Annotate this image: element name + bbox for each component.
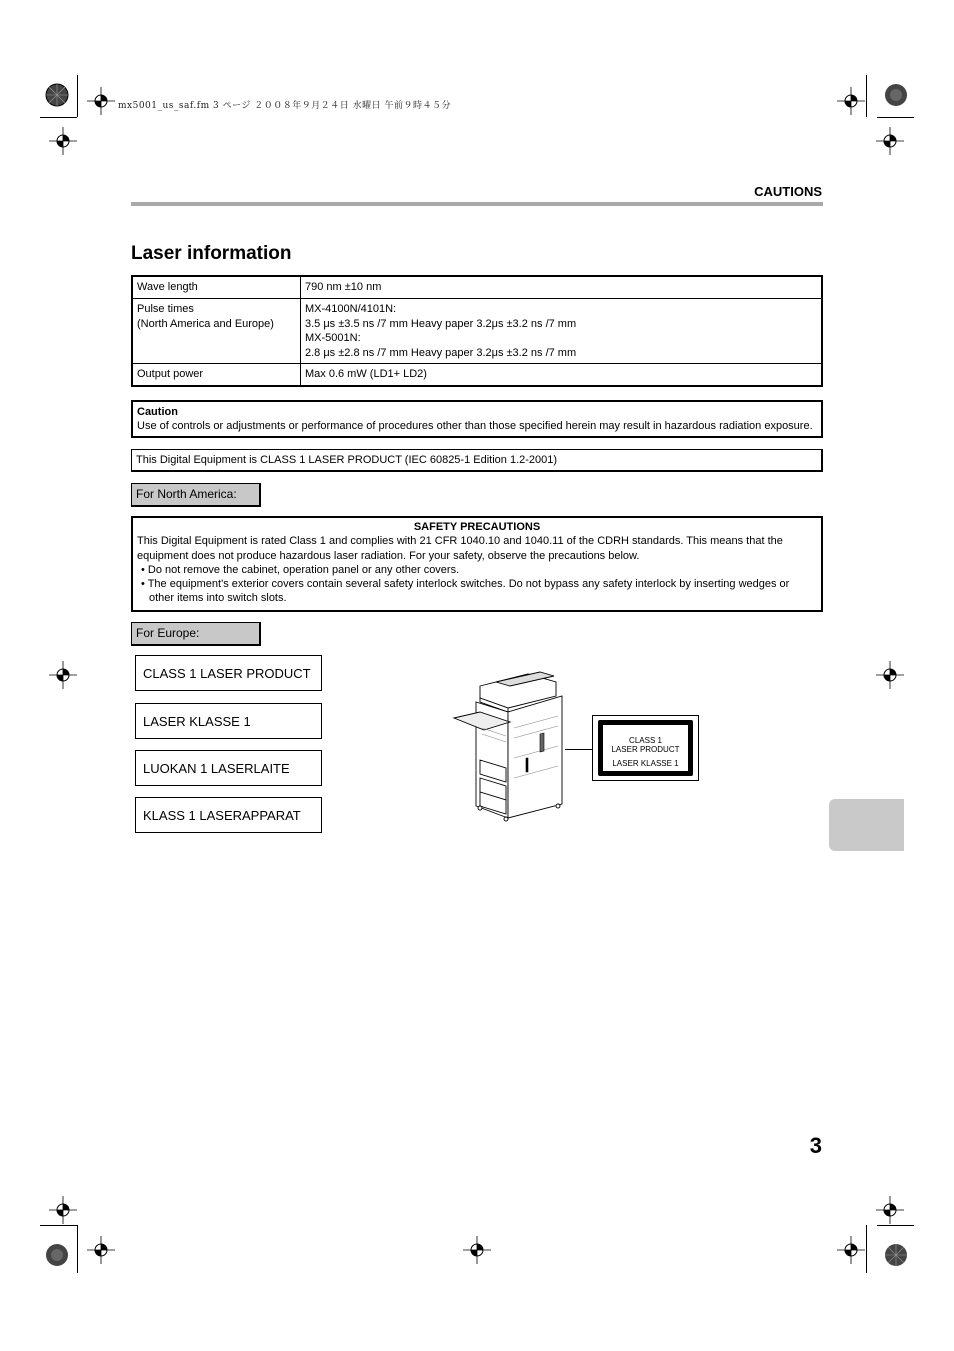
page-number: 3	[809, 1133, 822, 1158]
crosshair-mark-icon	[463, 1236, 491, 1264]
list-item: • Do not remove the cabinet, operation panel or any other covers.	[141, 563, 460, 576]
copier-illustration	[450, 668, 572, 824]
safety-title: SAFETY PRECAUTIONS	[413, 521, 541, 533]
running-header: CAUTIONS	[754, 184, 822, 199]
crop-line	[77, 75, 78, 117]
spec-label: Pulse times (North America and Europe)	[132, 299, 301, 364]
registration-disc-icon	[45, 1243, 69, 1267]
table-row	[132, 299, 822, 364]
crop-line	[77, 1225, 78, 1273]
crosshair-mark-icon	[87, 1236, 115, 1264]
label-leader-line	[565, 749, 593, 750]
safety-precautions-box	[131, 516, 823, 612]
caution-title: Caution	[137, 406, 178, 418]
safety-intro: This Digital Equipment is rated Class 1 and complies with 21 CFR 1040.10 and 1040.11 of the CDRH standards. This means that the equipment does not produce hazardous laser radiation. For your safety, observe the precautions below.	[137, 535, 783, 562]
registration-disc-icon	[884, 1243, 908, 1267]
crosshair-mark-icon	[49, 661, 77, 689]
table-row	[132, 276, 822, 299]
crosshair-mark-icon	[837, 1236, 865, 1264]
laser-specs-table	[131, 275, 823, 387]
crop-line	[40, 1225, 77, 1226]
north-america-tab: For North America:	[131, 483, 261, 507]
header-rule	[131, 202, 823, 206]
spec-value: Max 0.6 mW (LD1+ LD2)	[301, 364, 823, 387]
crosshair-mark-icon	[837, 87, 865, 115]
spec-value: MX-4100N/4101N: 3.5 μs ±3.5 ns /7 mm Heavy paper 3.2μs ±3.2 ns /7 mm MX-5001N: 2.8 μs ±2.8 ns /7 mm Heavy paper 3.2μs ±3.2 ns /7 mm	[301, 299, 823, 364]
europe-tab: For Europe:	[131, 622, 261, 646]
crop-line	[877, 117, 914, 118]
crosshair-mark-icon	[876, 661, 904, 689]
crop-line	[877, 1225, 914, 1226]
sticker-line: LASER PRODUCT	[611, 745, 680, 754]
caution-box	[131, 400, 823, 438]
registration-disc-icon	[45, 83, 69, 107]
table-row	[132, 364, 822, 387]
laser-label: KLASS 1 LASERAPPARAT	[135, 797, 322, 833]
crop-line	[866, 1225, 867, 1273]
caution-text: Use of controls or adjustments or performance of procedures other than those specified herein may result in hazardous radiation exposure.	[137, 420, 813, 432]
class1-warning-sticker	[592, 715, 699, 781]
sticker-line: CLASS 1	[629, 736, 662, 745]
file-stamp: mx5001_us_saf.fm 3 ページ ２００８年９月２４日 水曜日 午前９時４５分	[118, 101, 452, 111]
crosshair-mark-icon	[876, 127, 904, 155]
crosshair-mark-icon	[87, 87, 115, 115]
registration-disc-icon	[884, 83, 908, 107]
laser-label: CLASS 1 LASER PRODUCT	[135, 655, 322, 691]
class-statement: This Digital Equipment is CLASS 1 LASER PRODUCT (IEC 60825-1 Edition 1.2-2001)	[131, 449, 823, 472]
laser-label: LUOKAN 1 LASERLAITE	[135, 750, 322, 786]
spec-label: Wave length	[132, 276, 301, 299]
sticker-line: LASER KLASSE 1	[612, 759, 679, 768]
crosshair-mark-icon	[876, 1196, 904, 1224]
crosshair-mark-icon	[49, 1196, 77, 1224]
crop-line	[40, 117, 77, 118]
spec-value: 790 nm ±10 nm	[301, 276, 823, 299]
list-item: • The equipment's exterior covers contain several safety interlock switches. Do not bypass any safety interlock by inserting wedges or other items into switch slots.	[141, 578, 790, 605]
section-title: Laser information	[131, 243, 292, 264]
spec-label: Output power	[132, 364, 301, 387]
crop-line	[866, 75, 867, 117]
laser-label: LASER KLASSE 1	[135, 703, 322, 739]
chapter-thumb-tab	[829, 799, 904, 851]
crosshair-mark-icon	[49, 127, 77, 155]
